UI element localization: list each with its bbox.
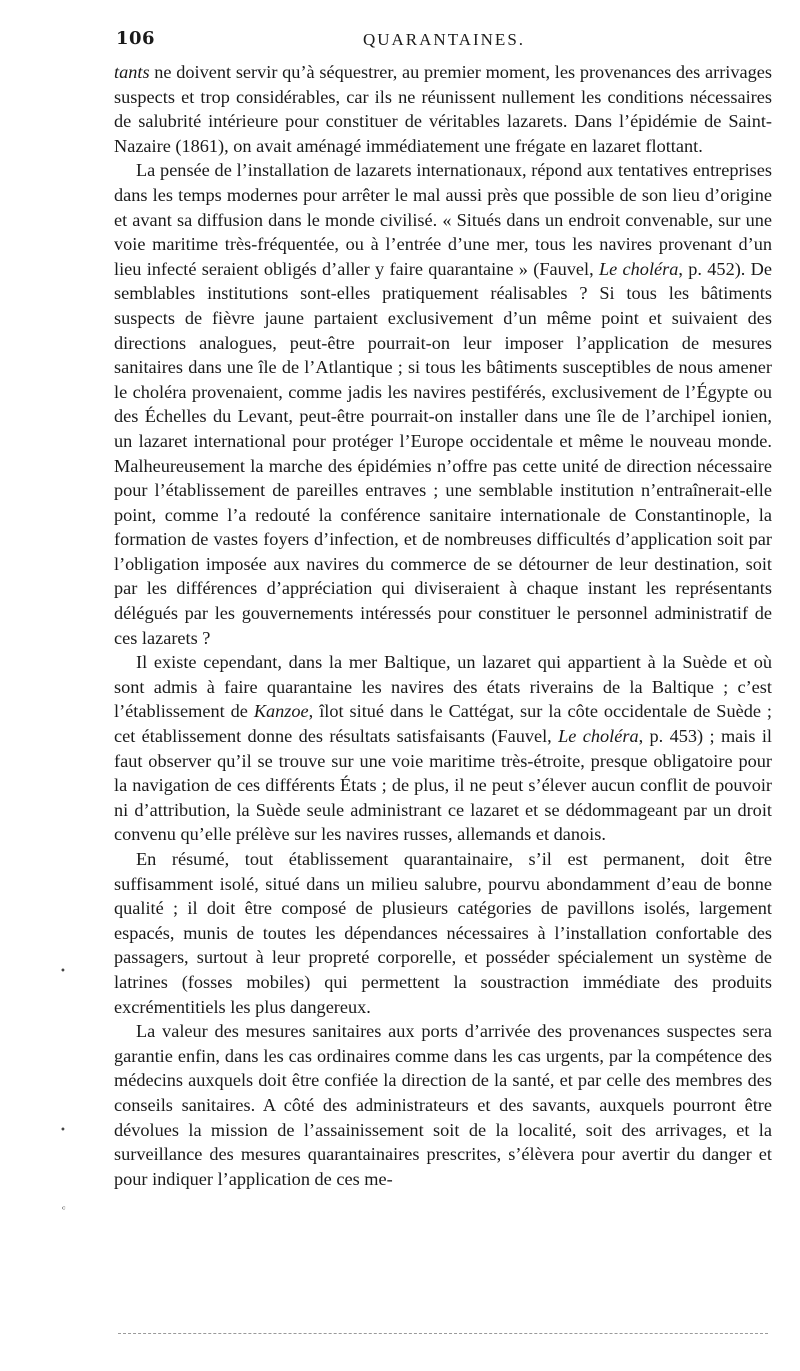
page-number: 106 [116, 28, 156, 49]
margin-dot: • [60, 966, 66, 977]
italic-run: Le choléra [598, 258, 679, 279]
paragraph [114, 158, 772, 650]
italic-run: Kanzoe [253, 701, 309, 722]
footer-rule [118, 1333, 768, 1334]
text-run: Il existe cependant, dans la mer Baltique, un lazaret qui appartient à la Suède et où sont admis à faire quarantaine les navires des états riverains de la Baltique ; c’est l’établissement de [114, 652, 772, 722]
text-run: ne doivent servir qu’à séquestrer, au premier moment, les provenances des arrivages suspects et trop considérables, car ils ne réunissent nullement les conditions nécessaires de salubrité intérieure pour constituer de véritables lazarets. Dans l’épidémie de Saint-Nazaire (1861), on avait aménagé immédiatement une frégate en lazaret flottant. [114, 62, 772, 156]
text-run: , îlot situé dans le Cattégat, sur la côte occidentale de Suède ; cet établissement donne des résultats satisfaisants (Fauvel, [114, 701, 772, 747]
paragraph [114, 650, 772, 847]
paragraph [114, 847, 772, 1019]
running-header [116, 28, 772, 54]
italic-run: tants [114, 62, 150, 82]
text-run: , p. 453) ; mais il faut observer qu’il se trouve sur une voie maritime très-étroite, presque obligatoire pour la navigation de ces différents États ; de plus, il ne peut s’élever aucun conflit de pouvoir ni d’attribution, la Suède seule administrant ce lazaret et se dédommageant par un droit convenu qu’elle prélève sur les navires russes, allemands et danois. [114, 726, 772, 845]
text-run: La valeur des mesures sanitaires aux ports d’arrivée des provenances suspectes sera garantie enfin, dans les cas ordinaires comme dans les cas urgents, par la compétence des médecins auxquels doit être confiée la direction de la santé, et par celle des membres des conseils sanitaires. A côté des administrateurs et des savants, auxquels pourront être dévolues la mission de l’assainissement soit de la localité, soit des arrivages, et la surveillance des mesures quarantainaires prescrites, s’élèvera pour avertir du danger et pour indiquer l’application de ces me- [114, 1021, 772, 1189]
text-run: En résumé, tout établissement quarantainaire, s’il est permanent, doit être suffisamment isolé, situé dans un milieu salubre, pourvu abondamment d’eau de bonne qualité ; il doit être composé de plusieurs catégories de pavillons isolés, largement espacés, munis de toutes les dépendances nécessaires à l’installation confortable des passagers, surtout à leur propreté corporelle, et posséder spécialement un système de latrines (fosses mobiles) qui permettent la soustraction immédiate des produits excrémentitiels les plus dangereux. [114, 849, 772, 1017]
italic-run: Le choléra [558, 726, 639, 747]
margin-dot: ᶜ [62, 1205, 66, 1216]
margin-dot: • [60, 1125, 66, 1136]
body-text [114, 60, 772, 1191]
text-run: La pensée de l’installation de lazarets internationaux, répond aux tentatives entreprises dans les temps modernes pour arrêter le mal aussi près que possible de son lieu d’origine et avant sa diffusion dans le monde civilisé. « Situés dans un endroit convenable, sur une voie maritime très-fréquentée, ou à l’entrée d’une mer, tous les navires provenant d’un lieu infecté seraient obligés d’aller y faire quarantaine » (Fauvel, [114, 160, 772, 279]
text-run: , p. 452). De semblables institutions sont-elles pratiquement réalisables ? Si tous les bâtiments suspects de fièvre jaune partaient exclusivement d’un même point et suivaient des directions analogues, peut-être pourrait-on leur imposer l’application de mesures sanitaires dans une île de l’Atlantique ; si tous les bâtiments susceptibles de nous amener le choléra provenaient, comme jadis les navires pestiférés, exclusivement de l’Égypte ou des Échelles du Levant, peut-être pourrait-on installer dans une île de l’archipel ionien, un lazaret international pour protéger l’Europe occidentale et même le nouveau monde. Malheureusement la marche des épidémies n’offre pas cette unité de direction nécessaire pour l’établissement de pareilles entraves ; une semblable institution n’entraînerait-elle point, comme l’a redouté la conférence sanitaire internationale de Constantinople, la formation de vastes foyers d’infection, et de nombreuses difficultés d’application soit par l’obligation imposée aux navires du commerce de se détourner de leur destination, soit par les différences d’appréciation qui diviseraient à chaque instant les représentants délégués par les gouvernements intéressés pour constituer le personnel administratif de ces lazarets ? [114, 258, 772, 648]
paragraph [114, 60, 772, 158]
paragraph [114, 1019, 772, 1191]
running-title: QUARANTAINES. [362, 30, 526, 49]
